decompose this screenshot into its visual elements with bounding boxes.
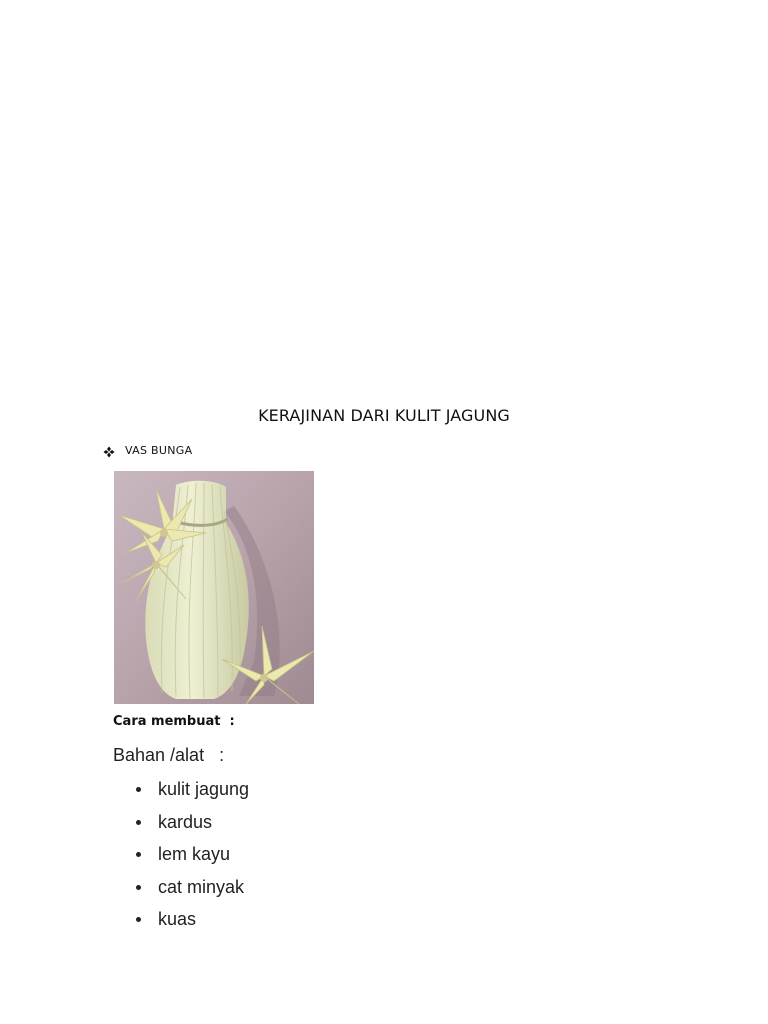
list-item-text: lem kayu xyxy=(158,844,231,864)
list-item-text: kuas xyxy=(158,909,197,929)
method-label: Cara membuat : xyxy=(113,714,235,729)
bullet-icon xyxy=(136,885,141,890)
bullet-icon xyxy=(136,820,141,825)
list-item-text: kardus xyxy=(158,811,213,832)
list-item-text: kulit jagung xyxy=(158,779,250,799)
vase-photo xyxy=(114,471,314,704)
bullet-icon xyxy=(136,787,141,792)
bullet-icon xyxy=(136,917,141,922)
list-item-text: cat minyak xyxy=(158,876,245,897)
bullet-icon xyxy=(136,852,141,857)
section-heading-label: VAS BUNGA xyxy=(125,444,193,457)
document-title: KERAJINAN DARI KULIT JAGUNG xyxy=(258,406,510,425)
section-heading xyxy=(103,444,192,457)
four-diamond-bullet-icon xyxy=(103,445,115,457)
materials-label: Bahan /alat : xyxy=(113,745,225,765)
